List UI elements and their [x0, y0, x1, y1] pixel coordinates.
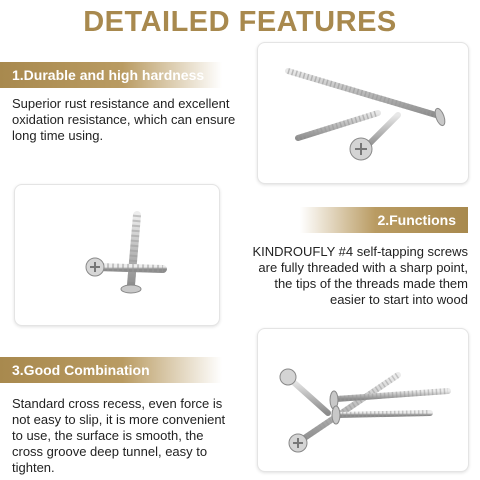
- feature-3-description: [12, 396, 257, 476]
- upright-screw: [121, 215, 141, 293]
- screw-a: [280, 369, 328, 413]
- feature-3-line: not easy to slip, it is more convenient: [12, 412, 226, 427]
- feature-2-description: [225, 244, 468, 308]
- feature-3-line: Standard cross recess, even force is: [12, 396, 223, 411]
- feature-2-line: the tips of the threads made them: [274, 276, 468, 291]
- feature-1-line: long time using.: [12, 128, 104, 143]
- two-screws-photo: [14, 184, 220, 326]
- feature-1-heading: [0, 62, 222, 88]
- feature-2-line: KINDROUFLY #4 self-tapping screws: [252, 244, 468, 259]
- lying-screw: [86, 258, 163, 276]
- feature-3-line: cross groove deep tunnel, easy to: [12, 444, 208, 459]
- short-screw-1: [298, 113, 378, 138]
- four-screws-photo: [257, 328, 469, 472]
- feature-2-line: easier to start into wood: [329, 292, 468, 307]
- feature-2-line: are fully threaded with a sharp point,: [258, 260, 468, 275]
- four-screws-illustration: [258, 329, 468, 471]
- three-screws-illustration: [258, 43, 468, 183]
- feature-2-heading-text: 2.Functions: [377, 212, 456, 228]
- two-screws-illustration: [15, 185, 219, 325]
- feature-3-line: tighten.: [12, 460, 55, 475]
- feature-3-line: to use, the surface is smooth, the: [12, 428, 204, 443]
- feature-3-heading-text: 3.Good Combination: [12, 362, 150, 378]
- feature-1-description: [12, 96, 257, 144]
- feature-2-heading: [300, 207, 468, 233]
- feature-1-line: Superior rust resistance and excellent: [12, 96, 230, 111]
- feature-1-heading-text: 1.Durable and high hardness: [12, 67, 205, 83]
- feature-3-heading: [0, 357, 222, 383]
- feature-1-line: oxidation resistance, which can ensure: [12, 112, 236, 127]
- page-title: DETAILED FEATURES: [83, 6, 397, 38]
- three-screws-photo: [257, 42, 469, 184]
